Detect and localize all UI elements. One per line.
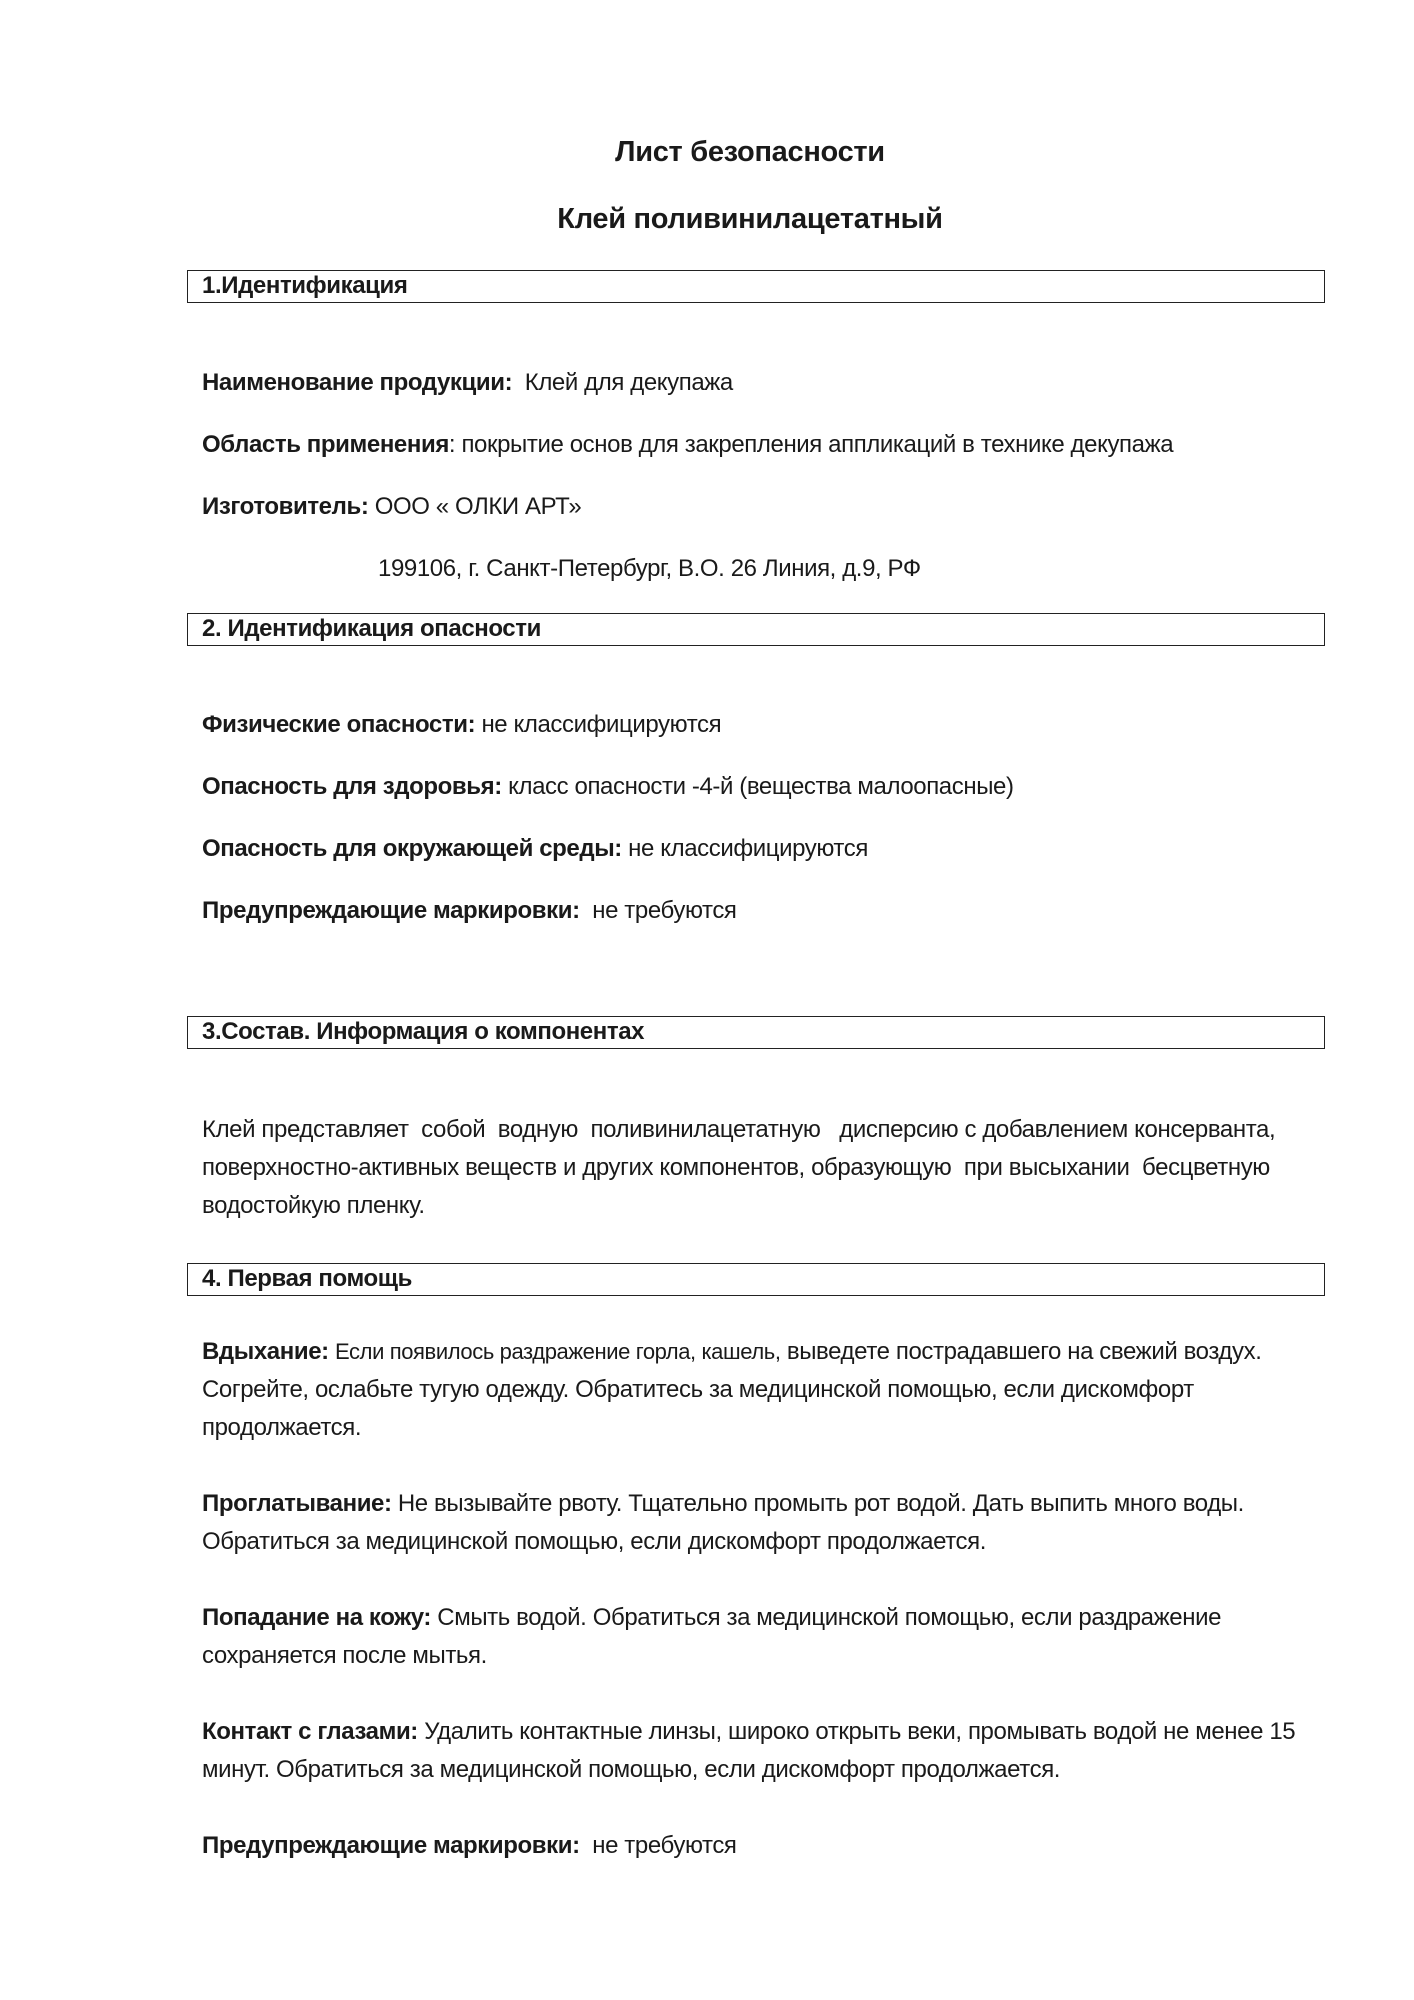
inhalation-text: выведете пострадавшего на свежий воздух. [786,1338,1262,1365]
section-4-heading: 4. Первая помощь [187,1263,1325,1296]
first-aid-marking-label: Предупреждающие маркировки: [202,1832,580,1859]
skin-contact-text: Смыть водой. Обратиться за медицинской помощью, если раздражение [437,1604,1222,1631]
eye-contact-line-2: минут. Обратиться за медицинской помощью, если дискомфорт продолжается. [202,1756,1061,1783]
inhalation-line-2: Согрейте, ослабьте тугую одежду. Обратитесь за медицинской помощью, если дискомфорт [202,1376,1194,1403]
health-hazard-line [202,768,1014,806]
ingestion-label: Проглатывание: [202,1490,392,1517]
first-aid-marking-line [202,1827,737,1865]
section-3-heading: 3.Состав. Информация о компонентах [187,1016,1325,1049]
manufacturer-value: ООО « ОЛКИ АРТ» [374,493,582,520]
physical-hazards-value: не классифицируются [481,711,722,738]
environment-hazard-label: Опасность для окружающей среды: [202,835,622,862]
inhalation-label: Вдыхание: [202,1338,329,1365]
manufacturer-line [202,488,581,526]
scope-value: : покрытие основ для закрепления аппликаций в технике декупажа [448,431,1174,458]
eye-contact-text: Удалить контактные линзы, широко открыть веки, промывать водой не менее 15 [424,1718,1296,1745]
ingestion-line-2: Обратиться за медицинской помощью, если дискомфорт продолжается. [202,1528,987,1555]
composition-line-3: водостойкую пленку. [202,1192,425,1219]
environment-hazard-value: не классифицируются [628,835,868,862]
health-hazard-label: Опасность для здоровья: [202,773,502,800]
inhalation-line-1 [202,1333,1262,1371]
inhalation-text-small: Если появилось раздражение горла, кашель, [335,1339,781,1364]
first-aid-marking-value: не требуются [592,1832,737,1859]
scope-line [202,426,1173,464]
product-name-line [202,364,733,402]
document-subtitle: Клей поливинилацетатный [557,203,943,235]
section-2-heading: 2. Идентификация опасности [187,613,1325,646]
manufacturer-address: 199106, г. Санкт-Петербург, В.О. 26 Линия, д.9, РФ [378,555,921,582]
document-title: Лист безопасности [615,136,885,168]
scope-label: Область применения [202,431,449,458]
inhalation-line-3: продолжается. [202,1414,362,1441]
manufacturer-label: Изготовитель: [202,493,369,520]
product-name-value: Клей для декупажа [524,369,733,396]
health-hazard-value: класс опасности -4-й (вещества малоопасные) [508,773,1014,800]
eye-contact-label: Контакт с глазами: [202,1718,418,1745]
skin-contact-line-2: сохраняется после мытья. [202,1642,487,1669]
environment-hazard-line [202,830,868,868]
composition-line-2: поверхностно-активных веществ и других компонентов, образующую при высыхании бесцветную [202,1154,1270,1181]
section-1-heading: 1.Идентификация [187,270,1325,303]
skin-contact-label: Попадание на кожу: [202,1604,431,1631]
eye-contact-line-1 [202,1713,1295,1751]
ingestion-line-1 [202,1485,1244,1523]
product-name-label: Наименование продукции: [202,369,513,396]
warning-marking-line [202,892,737,930]
warning-marking-value: не требуются [592,897,737,924]
skin-contact-line-1 [202,1599,1221,1637]
physical-hazards-line [202,706,721,744]
ingestion-text: Не вызывайте рвоту. Тщательно промыть рот водой. Дать выпить много воды. [397,1490,1244,1517]
physical-hazards-label: Физические опасности: [202,711,476,738]
warning-marking-label: Предупреждающие маркировки: [202,897,580,924]
composition-line-1: Клей представляет собой водную поливинилацетатную дисперсию с добавлением консерванта, [202,1116,1276,1143]
